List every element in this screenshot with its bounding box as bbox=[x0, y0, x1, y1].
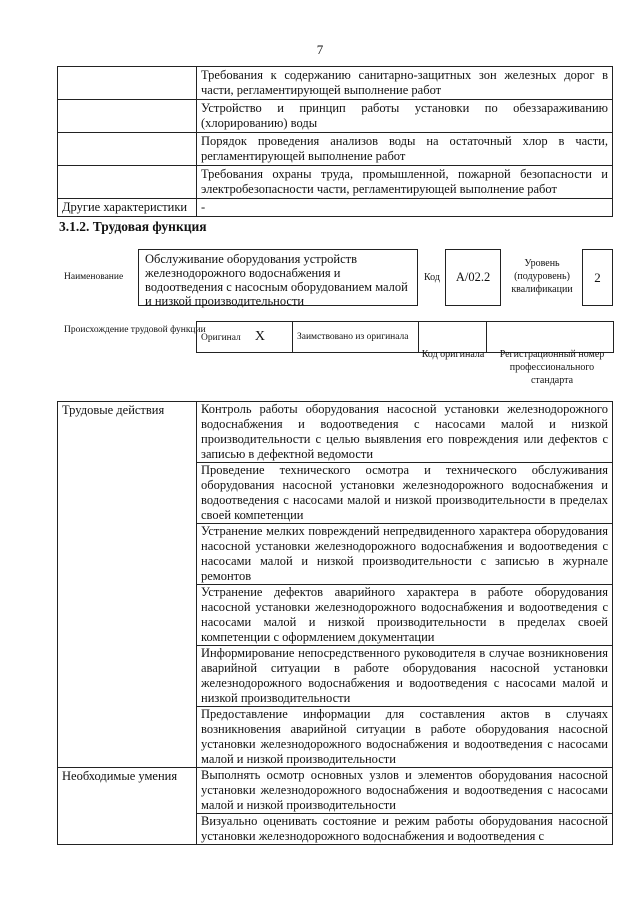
row-label: Другие характеристики bbox=[58, 199, 197, 217]
row-label bbox=[58, 133, 197, 166]
table-row bbox=[58, 67, 613, 100]
name-label: Наименование bbox=[64, 272, 124, 282]
table-row bbox=[58, 133, 613, 166]
page-number: 7 bbox=[316, 42, 324, 57]
skill-item: Визуально оценивать состояние и режим работы оборудования насосной установки железнодорожного водоснабжения и водоотведения с bbox=[197, 814, 613, 845]
labor-function-table bbox=[57, 401, 613, 845]
labor-action-item: Проведение технического осмотра и технического обслуживания оборудования насосной установки железнодорожного водоснабжения и водоотведения с насосами малой и низкой производительности в пределах своей компетенции bbox=[197, 463, 613, 524]
original-mark: X bbox=[254, 328, 265, 344]
skill-item: Выполнять осмотр основных узлов и элементов оборудования насосной установки железнодорожного водоснабжения и водоотведения с насосами малой и низкой производительности bbox=[197, 768, 613, 814]
table-row bbox=[58, 768, 613, 814]
level-label: Уровень (подуровень) квалификации bbox=[511, 258, 573, 295]
labor-action-item: Устранение мелких повреждений непредвиденного характера оборудования насосной установки железнодорожного водоснабжения и водоотведения с насосами малой и низкой производительности с записью в журнале ремонтов bbox=[197, 524, 613, 585]
row-text: Порядок проведения анализов воды на остаточный хлор в части, регламентирующей выполнение работ bbox=[197, 133, 613, 166]
labor-action-item: Информирование непосредственного руководителя в случае возникновения аварийной ситуации в работе оборудования насосной установки железнодорожного водоснабжения и водоотведения с насосами малой и низкой производительности bbox=[197, 646, 613, 707]
code-label: Код bbox=[424, 272, 440, 283]
row-text: Устройство и принцип работы установки по обеззараживанию (хлорированию) воды bbox=[197, 100, 613, 133]
row-text: Требования охраны труда, промышленной, пожарной безопасности и электробезопасности части, регламентирующей выполнение работ bbox=[197, 166, 613, 199]
row-label bbox=[58, 100, 197, 133]
function-name-box: Обслуживание оборудования устройств железнодорожного водоснабжения и водоотведения с насосным оборудованием малой и низкой производительности bbox=[138, 249, 418, 306]
section-heading: 3.1.2. Трудовая функция bbox=[59, 219, 207, 234]
labor-action-item: Контроль работы оборудования насосной установки железнодорожного водоснабжения и водоотведения с насосами малой и низкой производительности с целью выявления его повреждения или дефектов с записью в дефектной ведомости bbox=[197, 402, 613, 463]
table-row bbox=[58, 100, 613, 133]
row-label bbox=[58, 67, 197, 100]
origin-label: Происхождение трудовой функции bbox=[64, 325, 206, 335]
row-label bbox=[58, 166, 197, 199]
labor-action-item: Устранение дефектов аварийного характера в работе оборудования насосной установки железнодорожного водоснабжения и водоотведения с насосами малой и низкой производительности в пределах своей компетенции с оформлением документации bbox=[197, 585, 613, 646]
reg-number-caption: Регистрационный номер профессионального стандарта bbox=[499, 349, 605, 386]
original-cell bbox=[197, 322, 293, 353]
level-box: 2 bbox=[582, 249, 613, 306]
original-label: Оригинал bbox=[201, 332, 241, 343]
row-text: Требования к содержанию санитарно-защитных зон железных дорог в части, регламентирующей выполнение работ bbox=[197, 67, 613, 100]
table-row bbox=[58, 199, 613, 217]
code-box: А/02.2 bbox=[445, 249, 501, 306]
table-row bbox=[58, 402, 613, 463]
borrowed-label: Заимствовано из оригинала bbox=[293, 322, 419, 353]
table-row bbox=[58, 166, 613, 199]
labor-action-item: Предоставление информации для составления актов в случаях возникновения аварийной ситуации в работе оборудования насосной установки железнодорожного водоснабжения и водоотведения с насосами малой и низкой производительности bbox=[197, 707, 613, 768]
labor-actions-label: Трудовые действия bbox=[58, 402, 197, 768]
top-requirements-table bbox=[57, 66, 613, 217]
skills-label: Необходимые умения bbox=[58, 768, 197, 845]
row-text: - bbox=[197, 199, 613, 217]
code-original-caption: Код оригинала bbox=[421, 349, 485, 360]
